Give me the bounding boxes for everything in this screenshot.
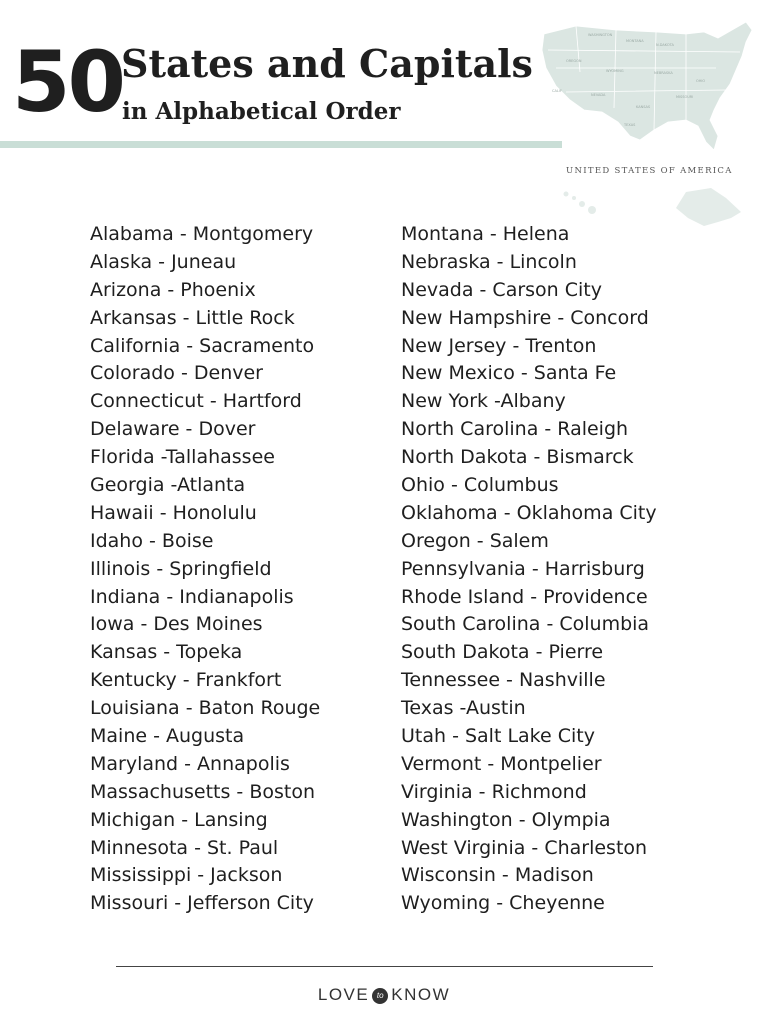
svg-text:OREGON: OREGON <box>566 59 582 63</box>
brand-logo <box>0 985 768 1005</box>
svg-text:NEBRASKA: NEBRASKA <box>654 71 673 75</box>
state-capital-item: Iowa - Des Moines <box>90 613 263 636</box>
state-capital-item: Arkansas - Little Rock <box>90 306 295 329</box>
state-capital-item: Indiana - Indianapolis <box>90 585 294 608</box>
state-capital-item: North Dakota - Bismarck <box>401 446 634 469</box>
state-capital-item: Delaware - Dover <box>90 418 256 441</box>
state-capital-item: North Carolina - Raleigh <box>401 418 629 441</box>
state-capital-item: South Dakota - Pierre <box>401 641 604 664</box>
svg-text:WYOMING: WYOMING <box>606 69 624 73</box>
state-capital-item: New York -Albany <box>401 390 566 413</box>
state-capital-item: Hawaii - Honolulu <box>90 501 257 524</box>
state-capital-item: Oregon - Salem <box>401 529 549 552</box>
svg-text:CALIF: CALIF <box>552 89 562 93</box>
state-capital-item: California - Sacramento <box>90 334 315 357</box>
state-capital-item: Maine - Augusta <box>90 725 245 748</box>
page-number-50: 50 <box>12 33 123 131</box>
state-capital-item: New Mexico - Santa Fe <box>401 362 617 385</box>
brand-badge-icon: to <box>372 988 388 1004</box>
brand-name-right: KNOW <box>391 985 451 1004</box>
state-capital-item: Kentucky - Frankfort <box>90 669 282 692</box>
page-title: States and Capitals <box>121 41 533 86</box>
state-capital-item: Maryland - Annapolis <box>90 752 290 775</box>
states-list-right <box>401 221 657 918</box>
state-capital-item: Massachusetts - Boston <box>90 780 316 803</box>
states-list-left <box>90 221 320 918</box>
accent-bar <box>0 141 562 148</box>
state-capital-item: Nevada - Carson City <box>401 278 602 301</box>
state-capital-item: Georgia -Atlanta <box>90 474 246 497</box>
state-capital-item: Colorado - Denver <box>90 362 263 385</box>
state-capital-item: Arizona - Phoenix <box>90 278 256 301</box>
state-capital-item: New Hampshire - Concord <box>401 306 649 329</box>
svg-text:N.DAKOTA: N.DAKOTA <box>656 43 674 47</box>
state-capital-item: Wisconsin - Madison <box>401 864 594 887</box>
svg-text:WASHINGTON: WASHINGTON <box>588 33 613 37</box>
usa-map-shape <box>542 22 752 150</box>
state-capital-item: Mississippi - Jackson <box>90 864 283 887</box>
state-capital-item: Oklahoma - Oklahoma City <box>401 501 657 524</box>
page-subtitle: in Alphabetical Order <box>122 98 401 125</box>
state-capital-item: Kansas - Topeka <box>90 641 243 664</box>
brand-name-left: LOVE <box>317 985 370 1004</box>
state-capital-item: Alaska - Juneau <box>90 250 237 273</box>
state-capital-item: Ohio - Columbus <box>401 474 559 497</box>
state-capital-item: Minnesota - St. Paul <box>90 836 279 859</box>
map-caption: UNITED STATES OF AMERICA <box>566 166 733 176</box>
svg-text:KANSAS: KANSAS <box>636 105 651 109</box>
state-capital-item: Rhode Island - Providence <box>401 585 648 608</box>
state-capital-item: Nebraska - Lincoln <box>401 250 577 273</box>
state-capital-item: Alabama - Montgomery <box>90 223 314 245</box>
state-capital-item: New Jersey - Trenton <box>401 334 597 357</box>
svg-text:TEXAS: TEXAS <box>624 123 636 127</box>
svg-text:NEVADA: NEVADA <box>591 93 606 97</box>
state-capital-item: West Virginia - Charleston <box>401 836 648 859</box>
state-capital-item: Connecticut - Hartford <box>90 390 302 413</box>
state-capital-item: Wyoming - Cheyenne <box>401 892 605 915</box>
state-capital-item: Florida -Tallahassee <box>90 446 275 469</box>
state-capital-item: Louisiana - Baton Rouge <box>90 697 321 720</box>
state-capital-item: Idaho - Boise <box>90 529 214 552</box>
state-capital-item: Tennessee - Nashville <box>401 669 606 692</box>
state-capital-item: Texas -Austin <box>401 697 526 720</box>
footer-divider <box>116 966 653 967</box>
svg-text:MONTANA: MONTANA <box>626 39 644 43</box>
state-capital-item: Washington - Olympia <box>401 808 611 831</box>
state-capital-item: Utah - Salt Lake City <box>401 725 595 748</box>
state-capital-item: Vermont - Montpelier <box>401 752 602 775</box>
usa-map-image <box>536 12 768 242</box>
state-capital-item: Missouri - Jefferson City <box>90 892 314 915</box>
state-capital-item: Pennsylvania - Harrisburg <box>401 557 645 580</box>
state-capital-item: Montana - Helena <box>401 223 570 245</box>
state-capital-item: Michigan - Lansing <box>90 808 268 831</box>
svg-text:OHIO: OHIO <box>696 79 706 83</box>
state-capital-item: Illinois - Springfield <box>90 557 272 580</box>
svg-text:MISSOURI: MISSOURI <box>676 95 694 99</box>
state-capital-item: South Carolina - Columbia <box>401 613 650 636</box>
state-capital-item: Virginia - Richmond <box>401 780 587 803</box>
